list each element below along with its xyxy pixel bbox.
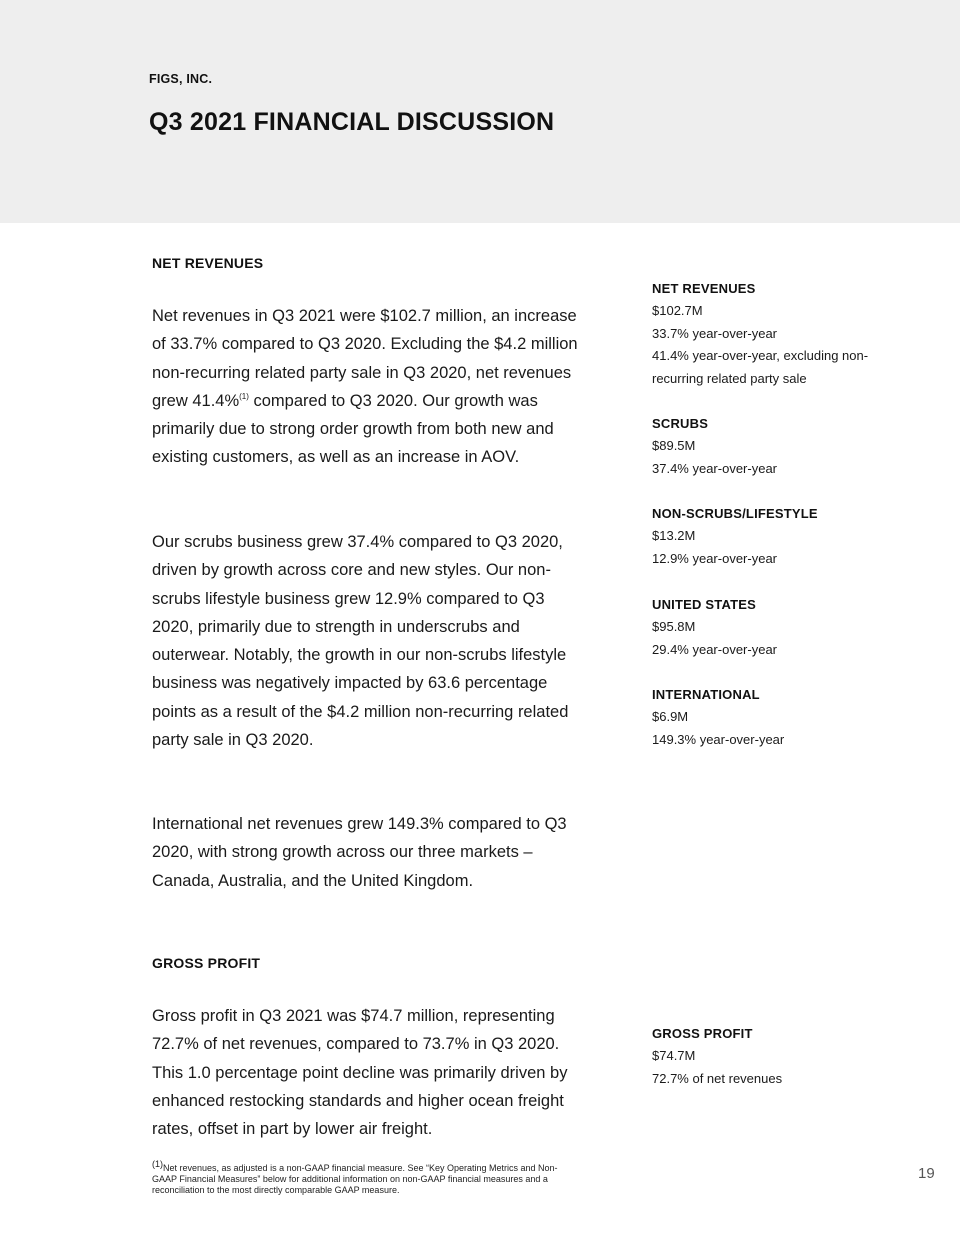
page-number: 19 — [918, 1165, 935, 1182]
stat-value: $13.2M — [652, 528, 696, 543]
stat-label: NET REVENUES — [652, 281, 756, 296]
stat-scrubs — [652, 413, 902, 480]
stat-united-states — [652, 594, 902, 661]
net-revenues-heading: NET REVENUES — [152, 255, 264, 271]
footnote-marker: (1) — [152, 1159, 163, 1169]
stat-value: $6.9M — [652, 709, 689, 724]
footnote — [152, 1159, 577, 1196]
stat-detail: 149.3% year-over-year — [652, 731, 785, 747]
stat-label: UNITED STATES — [652, 597, 756, 612]
stat-label: GROSS PROFIT — [652, 1026, 753, 1041]
stat-value: $74.7M — [652, 1048, 696, 1063]
stat-detail: 12.9% year-over-year — [652, 550, 777, 566]
stat-detail: 72.7% of net revenues — [652, 1070, 783, 1086]
page-title: Q3 2021 FINANCIAL DISCUSSION — [149, 108, 555, 136]
stat-detail: 37.4% year-over-year — [652, 460, 777, 476]
stat-non-scrubs — [652, 503, 902, 570]
net-revenues-paragraph-part2: compared to Q3 2020. Our growth was primarily due to strong order growth from both new and existing customers, as well as an increase in AOV. — [152, 391, 554, 467]
stat-gross-profit — [652, 1023, 902, 1090]
stat-detail: 41.4% year-over-year, excluding non-recurring related party sale — [652, 348, 869, 386]
international-paragraph: International net revenues grew 149.3% compared to Q3 2020, with strong growth across our three markets – Canada, Australia, and the United Kingdom. — [152, 815, 567, 890]
company-name: FIGS, INC. — [149, 72, 213, 86]
stat-label: SCRUBS — [652, 416, 709, 431]
footnote-text: Net revenues, as adjusted is a non-GAAP financial measure. See “Key Operating Metrics and Non-GAAP Financial Measures” below for additional information on non-GAAP financial measures and a reconciliation to the most directly comparable GAAP measure. — [152, 1163, 558, 1195]
stat-net-revenues — [652, 278, 902, 390]
stat-value: $102.7M — [652, 303, 703, 318]
net-revenues-paragraph-part1: Net revenues in Q3 2021 were $102.7 million, an increase of 33.7% compared to Q3 2020. Excluding the $4.2 million non-recurring related party sale in Q3 2020, net revenues grew 41.4% — [152, 307, 578, 410]
stat-detail: 33.7% year-over-year — [652, 325, 777, 341]
footnote-reference: (1) — [239, 391, 249, 401]
header-band — [0, 0, 960, 223]
stat-detail: 29.4% year-over-year — [652, 641, 777, 657]
net-revenues-paragraph — [152, 302, 582, 472]
stat-value: $95.8M — [652, 619, 696, 634]
stat-value: $89.5M — [652, 438, 696, 453]
gross-profit-heading: GROSS PROFIT — [152, 955, 261, 971]
scrubs-paragraph: Our scrubs business grew 37.4% compared to Q3 2020, driven by growth across core and new styles. Our non-scrubs lifestyle business grew 12.9% compared to Q3 2020, primarily due to strength in underscrubs and outerwear. Notably, the growth in our non-scrubs lifestyle business was negatively impacted by 63.6 percentage points as a result of the $4.2 million non-recurring related party sale in Q3 2020. — [152, 533, 569, 749]
stat-label: NON-SCRUBS/LIFESTYLE — [652, 506, 818, 521]
gross-profit-paragraph: Gross profit in Q3 2021 was $74.7 million, representing 72.7% of net revenues, compared to 73.7% in Q3 2020. This 1.0 percentage point decline was primarily driven by enhanced restocking standards and higher ocean freight rates, offset in part by lower air freight. — [152, 1007, 568, 1138]
stat-international — [652, 684, 902, 751]
stat-label: INTERNATIONAL — [652, 687, 760, 702]
